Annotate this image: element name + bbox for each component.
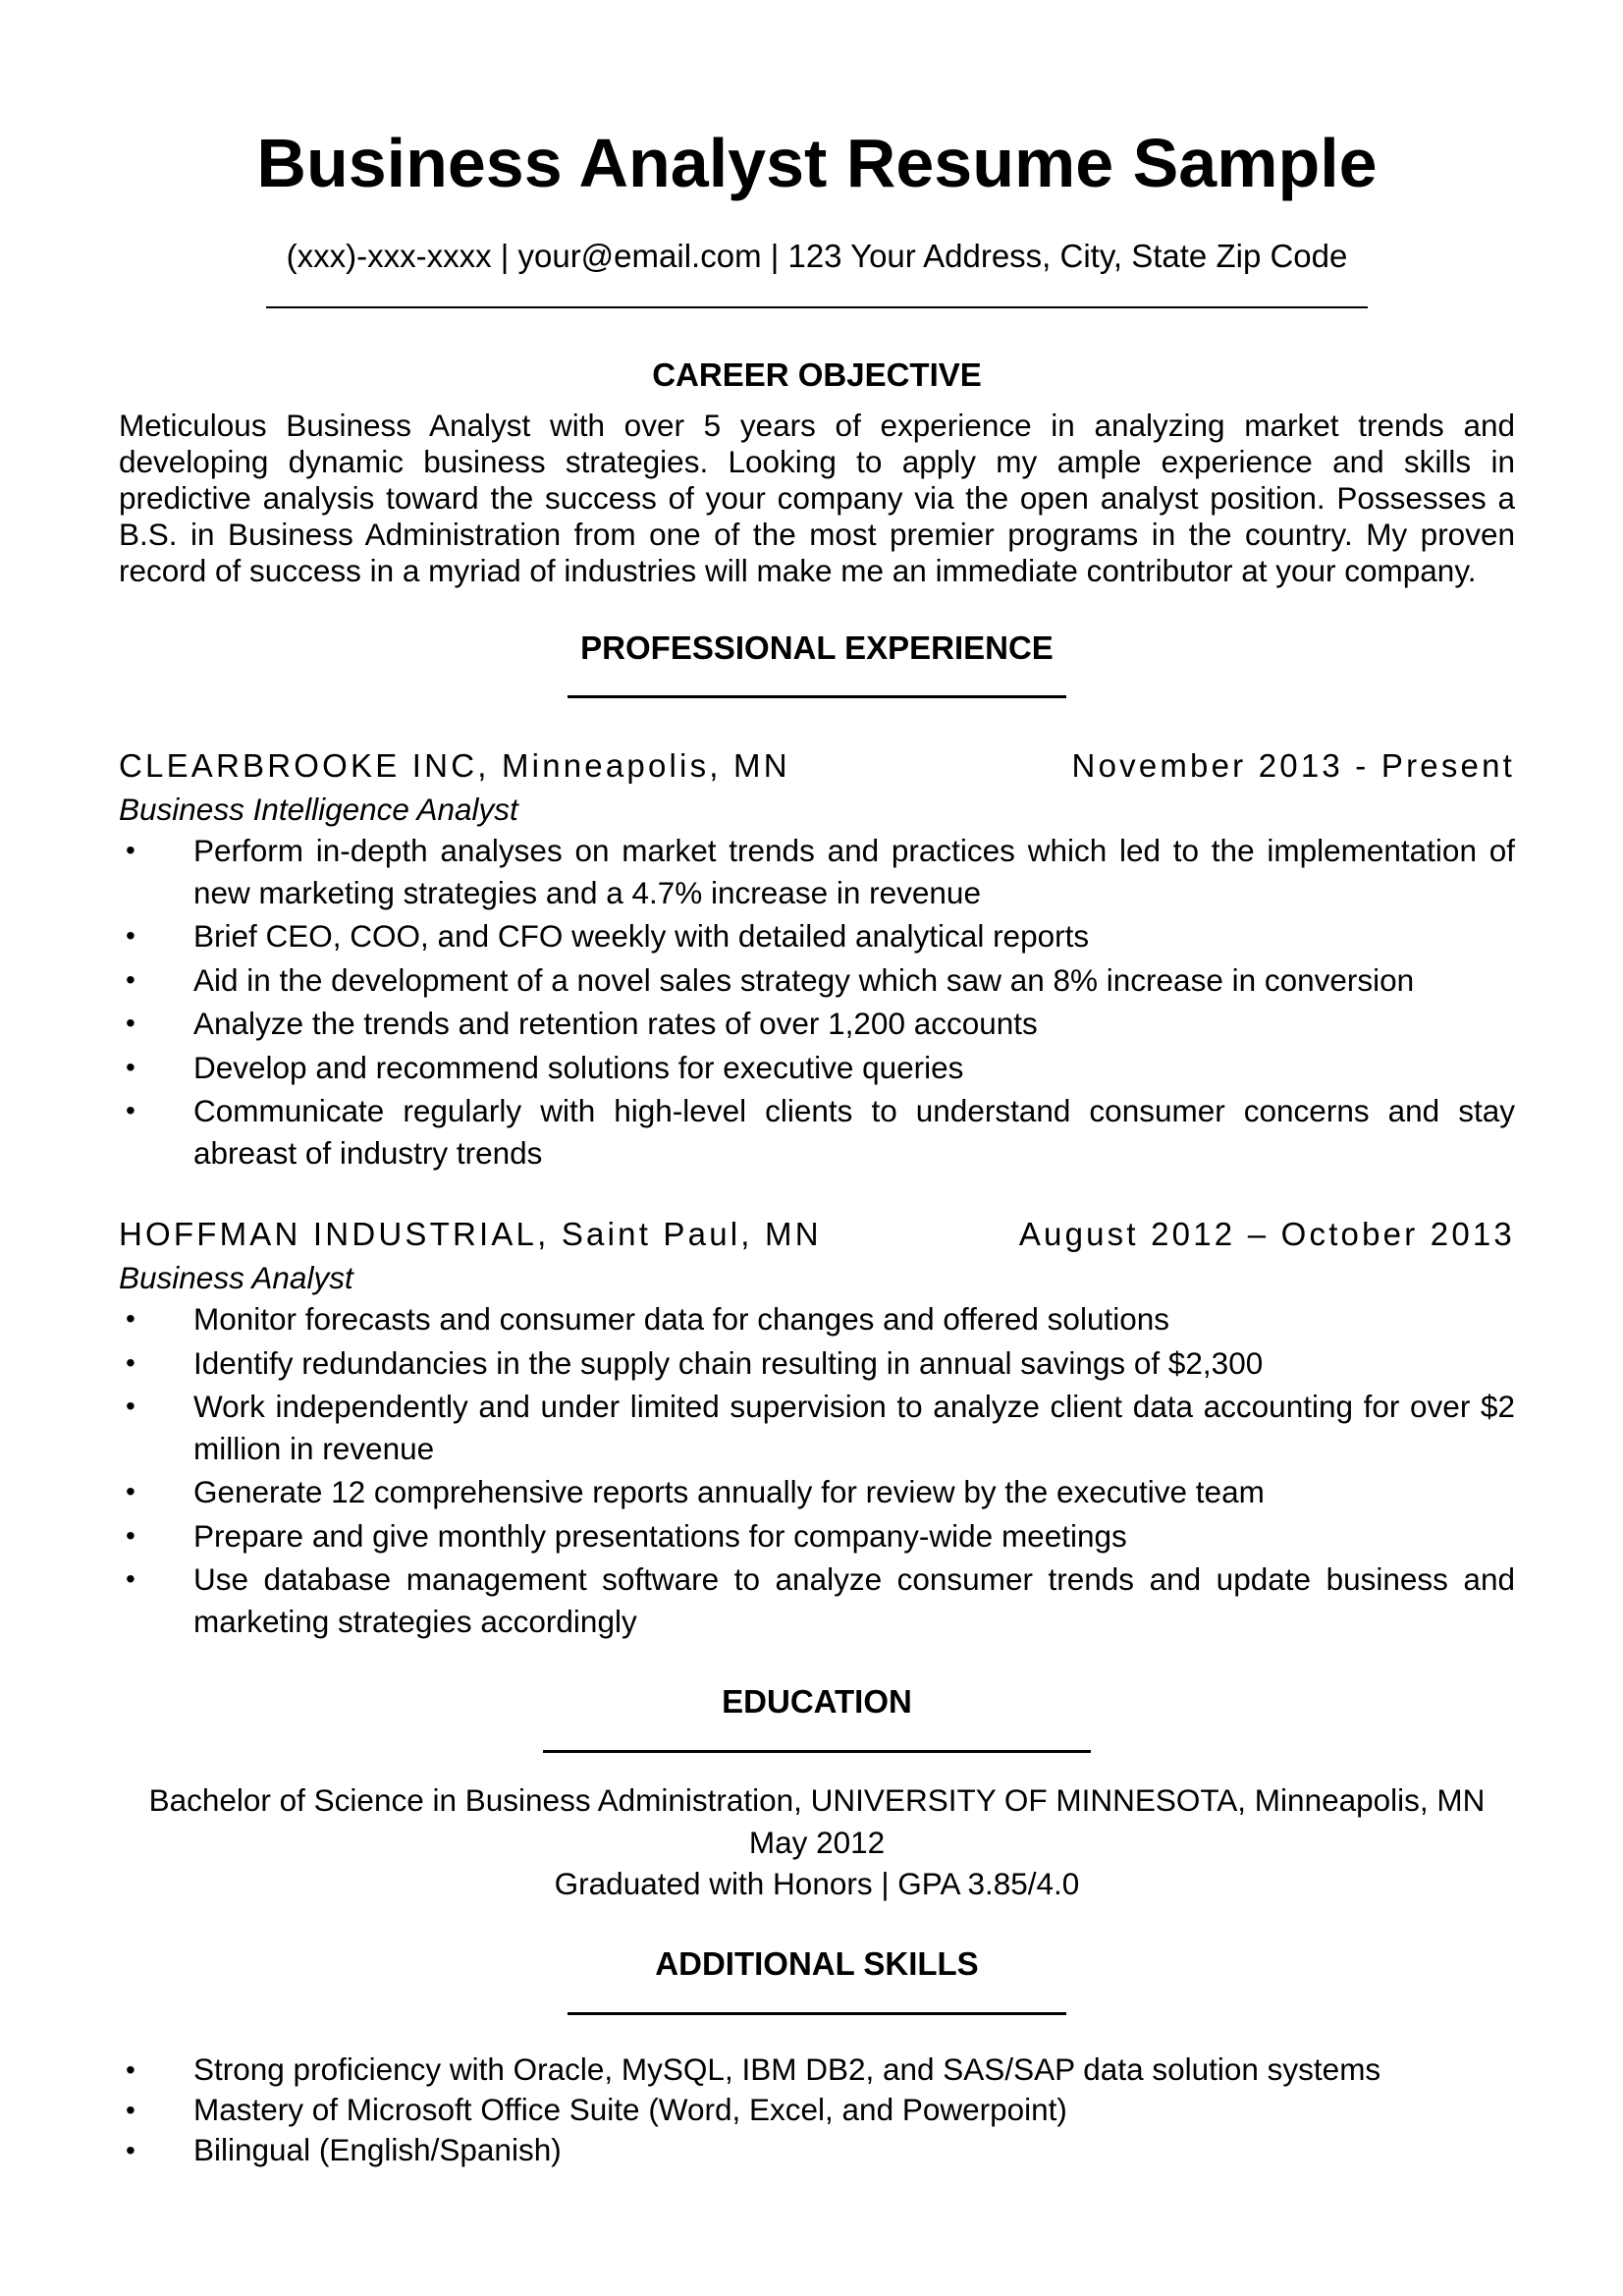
additional-skills-heading: ADDITIONAL SKILLS xyxy=(655,1945,979,1982)
list-item xyxy=(119,1558,1515,1642)
bullet-text: Identify redundancies in the supply chain resulting in annual savings of $2,300 xyxy=(193,1344,1264,1381)
resume-title: Business Analyst Resume Sample xyxy=(256,125,1378,201)
bullet-icon: • xyxy=(126,1346,135,1378)
bullet-icon: • xyxy=(126,835,135,865)
education-divider xyxy=(543,1750,1091,1753)
list-item xyxy=(119,2050,1515,2089)
bullet-text: Develop and recommend solutions for executive queries xyxy=(193,1049,964,1085)
skill-text: Bilingual (English/Spanish) xyxy=(193,2132,562,2167)
list-item xyxy=(119,1298,1515,1340)
bullet-icon: • xyxy=(126,1008,135,1038)
job-header xyxy=(119,1214,1515,1255)
bullet-text: Analyze the trends and retention rates of over 1,200 accounts xyxy=(193,1006,1038,1041)
bullet-icon: • xyxy=(126,1051,135,1082)
bullet-icon: • xyxy=(126,1519,135,1551)
list-item xyxy=(119,2091,1515,2129)
bullet-icon: • xyxy=(126,1095,135,1125)
list-item xyxy=(119,1342,1515,1385)
job-dates: August 2012 – October 2013 xyxy=(1018,1216,1515,1252)
job-bullet-list xyxy=(119,1298,1515,1644)
job-company: HOFFMAN INDUSTRIAL, Saint Paul, MN xyxy=(119,1216,822,1252)
education-heading: EDUCATION xyxy=(722,1683,912,1720)
job-bullet-list xyxy=(119,830,1515,1175)
job-company: CLEARBROOKE INC, Minneapolis, MN xyxy=(119,747,790,784)
bullet-icon: • xyxy=(126,1563,135,1594)
education-degree: Bachelor of Science in Business Administration, UNIVERSITY OF MINNESOTA, Minneapolis, MN xyxy=(148,1782,1486,1818)
bullet-text: Monitor forecasts and consumer data for changes and offered solutions xyxy=(193,1301,1170,1337)
bullet-text: Use database management software to analyze consumer trends and update business and marketing strategies accordingly xyxy=(193,1561,1515,1639)
bullet-text: Work independently and under limited supervision to analyze client data accounting for over $2 million in revenue xyxy=(193,1389,1515,1466)
contact-line: (xxx)-xxx-xxxx | your@email.com | 123 Your Address, City, State Zip Code xyxy=(286,238,1348,274)
bullet-icon: • xyxy=(126,2095,135,2125)
career-objective-heading: CAREER OBJECTIVE xyxy=(652,356,982,393)
bullet-icon: • xyxy=(126,1391,135,1421)
skill-text: Mastery of Microsoft Office Suite (Word, Excel, and Powerpoint) xyxy=(193,2092,1067,2127)
career-objective-text: Meticulous Business Analyst with over 5 years of experience in analyzing market trends and developing dynamic business strategies. Looking to apply my ample experience and skills in predictive analysis toward the success of your company via the open analyst position. Possesses a B.S. in Business Administration from one of the most premier programs in the country. My proven record of success in a myriad of industries will make me an immediate contributor at your company. xyxy=(119,408,1515,588)
skills-divider xyxy=(568,2012,1066,2015)
header-divider xyxy=(266,306,1368,308)
list-item xyxy=(119,1471,1515,1513)
job-title: Business Intelligence Analyst xyxy=(119,792,518,827)
bullet-text: Perform in-depth analyses on market trends and practices which led to the implementation of new marketing strategies and a 4.7% increase in revenue xyxy=(193,833,1515,910)
skills-list xyxy=(119,2050,1515,2171)
list-item xyxy=(119,1515,1515,1558)
bullet-icon: • xyxy=(126,1476,135,1506)
bullet-text: Prepare and give monthly presentations for company-wide meetings xyxy=(193,1517,1127,1554)
education-honors: Graduated with Honors | GPA 3.85/4.0 xyxy=(554,1866,1080,1901)
job-dates: November 2013 - Present xyxy=(1071,747,1515,784)
list-item xyxy=(119,1047,1515,1089)
skill-text: Strong proficiency with Oracle, MySQL, IBM DB2, and SAS/SAP data solution systems xyxy=(193,2051,1381,2087)
list-item xyxy=(119,2131,1515,2169)
list-item xyxy=(119,915,1515,957)
bullet-icon: • xyxy=(126,2135,135,2165)
list-item xyxy=(119,1003,1515,1045)
bullet-text: Generate 12 comprehensive reports annually for review by the executive team xyxy=(193,1474,1265,1509)
experience-divider xyxy=(568,695,1066,698)
bullet-icon: • xyxy=(126,920,135,951)
job-title: Business Analyst xyxy=(119,1260,353,1295)
education-date: May 2012 xyxy=(748,1825,886,1860)
bullet-icon: • xyxy=(126,1303,135,1334)
list-item xyxy=(119,959,1515,1002)
list-item xyxy=(119,1090,1515,1174)
bullet-text: Communicate regularly with high-level clients to understand consumer concerns and stay abreast of industry trends xyxy=(193,1093,1515,1171)
list-item xyxy=(119,1386,1515,1469)
job-header xyxy=(119,745,1515,787)
bullet-text: Brief CEO, COO, and CFO weekly with detailed analytical reports xyxy=(193,918,1090,954)
bullet-icon: • xyxy=(126,2054,135,2085)
list-item xyxy=(119,830,1515,913)
bullet-icon: • xyxy=(126,963,135,995)
professional-experience-heading: PROFESSIONAL EXPERIENCE xyxy=(580,629,1054,666)
bullet-text: Aid in the development of a novel sales strategy which saw an 8% increase in conversion xyxy=(193,961,1415,998)
